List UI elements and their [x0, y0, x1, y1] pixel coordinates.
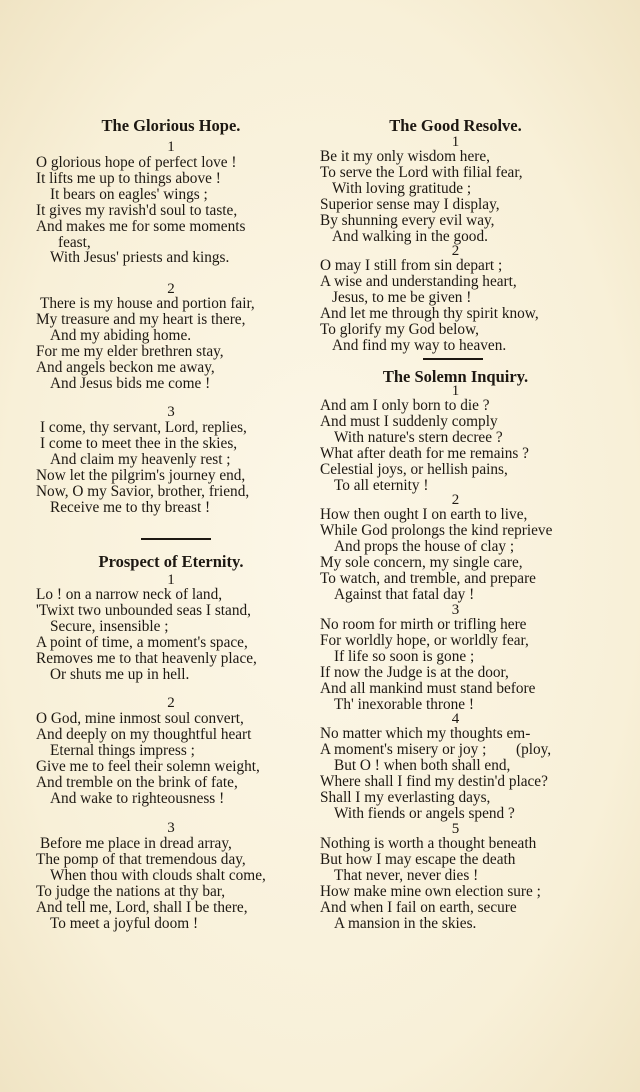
verse-line: My sole concern, my single care,	[320, 553, 523, 571]
verse-line: To watch, and tremble, and prepare	[320, 569, 536, 587]
verse-line: That never, never dies !	[334, 866, 479, 884]
verse-line: The pomp of that tremendous day,	[36, 850, 246, 868]
verse-line: To meet a joyful doom !	[50, 914, 199, 932]
verse-line: And tremble on the brink of fate,	[36, 773, 238, 791]
hymn-title: The Solemn Inquiry.	[382, 367, 529, 386]
verse-number: 4	[451, 711, 460, 727]
verse-number: 5	[451, 821, 460, 837]
verse-line: There is my house and portion fair,	[40, 295, 255, 312]
verse-number: 2	[451, 492, 460, 508]
verse-line: Give me to feel their solemn weight,	[36, 757, 260, 775]
verse-line: And props the house of clay ;	[334, 537, 515, 555]
verse-line: Now let the pilgrim's journey end,	[36, 466, 246, 484]
verse-line: To all eternity !	[334, 476, 429, 494]
verse-line: And find my way to heaven.	[332, 336, 507, 354]
verse-line: Shall I my everlasting days,	[320, 788, 491, 806]
verse-number: 1	[167, 572, 175, 588]
verse-line: No room for mirth or trifling here	[320, 616, 527, 633]
verse-line: O may I still from sin depart ;	[320, 257, 503, 274]
verse-line: A wise and understanding heart,	[320, 272, 517, 290]
verse-line: Th' inexorable throne !	[334, 695, 474, 713]
verse-line: How make mine own election sure ;	[320, 882, 541, 900]
verse-line: A mansion in the skies.	[334, 914, 477, 932]
verse-number: 1	[451, 134, 460, 150]
verse-line: And tell me, Lord, shall I be there,	[36, 898, 248, 916]
verse-number: 3	[167, 404, 175, 420]
verse-line: And must I suddenly comply	[320, 412, 498, 430]
verse-line: And Jesus bids me come !	[50, 374, 211, 392]
verse-line: And let me through thy spirit know,	[320, 304, 539, 322]
verse-line: If now the Judge is at the door,	[320, 663, 509, 681]
verse-line: While God prolongs the kind reprieve	[320, 521, 553, 539]
hymn-title: Prospect of Eternity.	[98, 552, 244, 571]
verse-number: 3	[451, 602, 460, 618]
verse-line: Now, O my Savior, brother, friend,	[36, 482, 250, 500]
verse-line: To judge the nations at thy bar,	[36, 882, 226, 900]
verse-number: 2	[451, 243, 460, 259]
verse-line: I come to meet thee in the skies,	[40, 434, 238, 452]
verse-line: For me my elder brethren stay,	[36, 342, 224, 360]
verse-line: A point of time, a moment's space,	[36, 633, 248, 651]
verse-line: What after death for me remains ?	[320, 444, 529, 462]
verse-number: 2	[167, 695, 175, 711]
verse-line: Eternal things impress ;	[50, 741, 195, 759]
verse-line: Secure, insensible ;	[50, 617, 169, 635]
verse-line: And wake to righteousness !	[50, 789, 225, 807]
verse-line: (ploy,	[516, 740, 552, 758]
verse-line: And makes me for some moments	[36, 217, 246, 235]
verse-line: Where shall I find my destin'd place?	[320, 772, 548, 790]
verse-line: When thou with clouds shalt come,	[50, 866, 266, 884]
verse-line: Jesus, to me be given !	[332, 288, 472, 306]
verse-line: A moment's misery or joy ;	[320, 740, 487, 758]
verse-line: With Jesus' priests and kings.	[50, 249, 230, 267]
hymn-title: The Glorious Hope.	[101, 116, 241, 135]
verse-line: How then ought I on earth to live,	[320, 506, 528, 523]
verse-line: My treasure and my heart is there,	[36, 310, 246, 328]
verse-line: Before me place in dread array,	[40, 835, 232, 852]
verse-line: To serve the Lord with filial fear,	[320, 163, 523, 181]
verse-line: By shunning every evil way,	[320, 211, 495, 229]
section-divider	[423, 358, 483, 360]
hymn-title: The Good Resolve.	[389, 116, 522, 135]
verse-line: Lo ! on a narrow neck of land,	[36, 586, 223, 603]
verse-line: And claim my heavenly rest ;	[50, 450, 231, 468]
verse-line: I come, thy servant, Lord, replies,	[40, 419, 247, 436]
verse-line: But how I may escape the death	[320, 850, 516, 868]
verse-line: Nothing is worth a thought beneath	[320, 835, 537, 852]
verse-number: 3	[167, 820, 175, 836]
verse-line: 'Twixt two unbounded seas I stand,	[36, 601, 251, 619]
verse-line: To glorify my God below,	[320, 320, 479, 338]
verse-line: For worldly hope, or worldly fear,	[320, 631, 529, 649]
verse-line: It gives my ravish'd soul to taste,	[36, 201, 238, 219]
verse-line: And walking in the good.	[332, 227, 488, 245]
verse-line: If life so soon is gone ;	[334, 647, 475, 665]
verse-line: No matter which my thoughts em-	[320, 725, 531, 742]
verse-number: 1	[167, 139, 175, 155]
verse-line: Removes me to that heavenly place,	[36, 649, 257, 667]
verse-line: With fiends or angels spend ?	[334, 804, 515, 822]
verse-line: Receive me to thy breast !	[50, 498, 211, 516]
verse-line: With nature's stern decree ?	[334, 428, 503, 446]
verse-line: Against that fatal day !	[334, 585, 475, 603]
verse-line: And all mankind must stand before	[320, 679, 536, 697]
verse-number: 2	[167, 281, 175, 297]
verse-line: Or shuts me up in hell.	[50, 665, 190, 683]
verse-line: Superior sense may I display,	[320, 195, 500, 213]
verse-line: O God, mine inmost soul convert,	[36, 710, 244, 727]
verse-line: And deeply on my thoughtful heart	[36, 725, 252, 743]
verse-line: Be it my only wisdom here,	[320, 148, 490, 165]
verse-line: But O ! when both shall end,	[334, 756, 511, 774]
section-divider	[141, 538, 211, 540]
verse-line: And when I fail on earth, secure	[320, 898, 517, 916]
verse-line: And my abiding home.	[50, 326, 192, 344]
verse-line: O glorious hope of perfect love !	[36, 154, 237, 171]
verse-line: And angels beckon me away,	[36, 358, 215, 376]
verse-line: It lifts me up to things above !	[36, 169, 221, 187]
verse-line: With loving gratitude ;	[332, 179, 472, 197]
verse-line: It bears on eagles' wings ;	[50, 185, 208, 203]
verse-line: feast,	[58, 233, 91, 251]
verse-line: Celestial joys, or hellish pains,	[320, 460, 508, 478]
verse-line: And am I only born to die ?	[320, 397, 490, 414]
verse-number: 1	[451, 383, 460, 399]
